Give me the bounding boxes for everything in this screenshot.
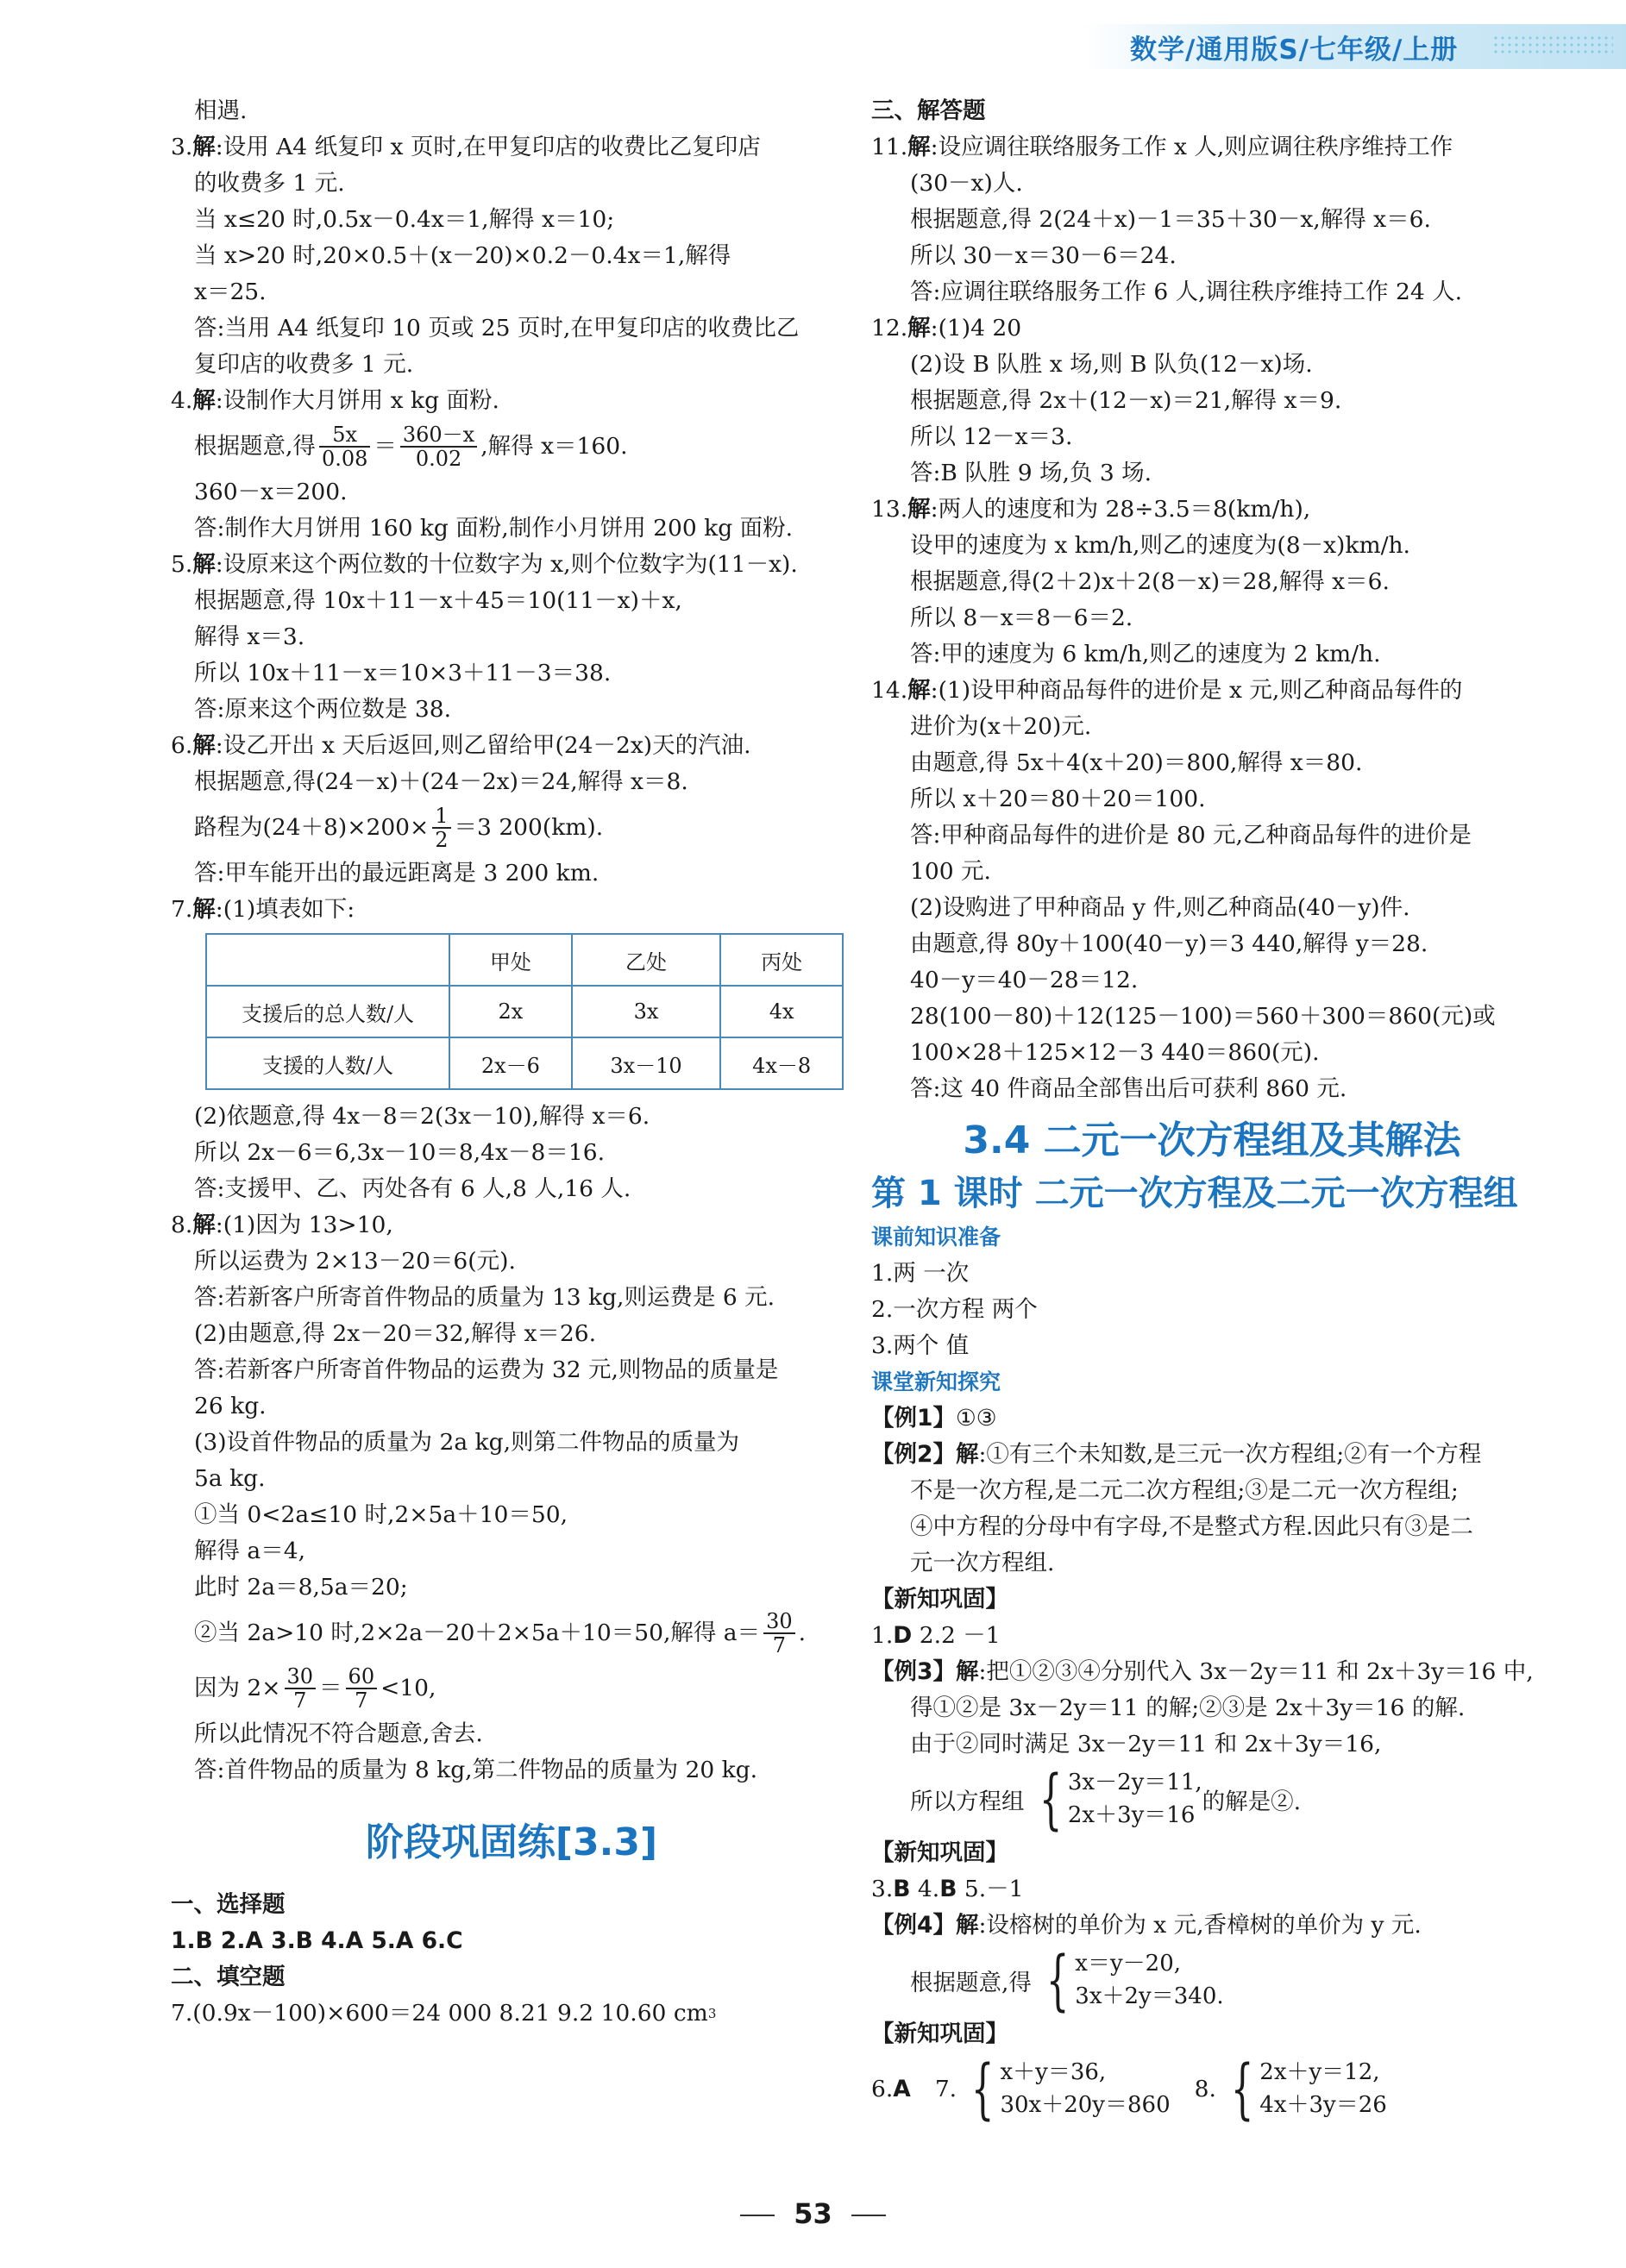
table-row: 支援的人数/人 2x－6 3x－10 4x－8 <box>206 1037 843 1089</box>
lesson-title: 第 1 课时 二元一次方程及二元一次方程组 <box>871 1174 1518 1213</box>
fraction-equation: 根据题意,得 $\frac{5x}{0.08}$ ＝ $\frac{360-x}{0.02}$ ,解得 x＝160. <box>194 423 628 471</box>
section-heading: 三、解答题 <box>871 97 986 124</box>
answer-13: 13.解:两人的速度和为 28÷3.5＝8(km/h), 设甲的速度为 x km/h,则乙的速度为(8－x)km/h. 根据题意,得(2＋2)x＋2(8－x)＝28,解得 x＝6. 所以 8－x＝8－6＝2. 答:甲的速度为 6 km/h,则乙的速度为 2 km/h. <box>871 496 1410 667</box>
text-line: 相遇. <box>194 97 248 124</box>
stage-title: 阶段巩固练[3.3] <box>365 1820 658 1864</box>
left-column <box>171 93 852 2032</box>
example-4: 【例4】解:设榕树的单价为 x 元,香樟树的单价为 y 元. 根据题意,得 { x＝y－20, 3x＋2y＝340. <box>871 1908 1553 2016</box>
fraction-equation: ②当 2a>10 时,2×2a－20＋2×5a＋10＝50,解得 a＝ $\frac{30}{7}$ . <box>194 1609 807 1657</box>
section-title: 3.4 二元一次方程组及其解法 <box>963 1118 1461 1162</box>
example-1: 【例1】①③ <box>871 1405 997 1432</box>
subsection-heading: 课堂新知探究 <box>871 1369 1001 1394</box>
right-column: 三、解答题 11.解:设应调往联络服务工作 x 人,则应调往秩序维持工作 (30－x)人. 根据题意,得 2(24＋x)－1＝35＋30－x,解得 x＝6. 所以 30－x＝30－6＝24. 答:应调往联络服务工作 6 人,调往秩序维持工作 24 人. 12.解:(1)4 20 (2)设 B 队胜 x 场,则 B 队负(12－x)场. 根据题意,得 2x＋(12－x)＝21,解得 x＝9. 所以 12－x＝3. 答:B 队胜 9 场,负 3 场. 13.解:两人的速度和为 28÷3.5＝8(km/h), 设甲的速度为 x km/h,则乙的速度为(8－x)km/h. 根据题意,得(2＋2)x＋2(8－x)＝28,解得 x＝6. 所以 8－x＝8－6＝2. 答:甲的速度为 6 km/h,则乙的速度为 2 km/h. 14.解:(1)设甲种商品每件的进价是 x 元,则乙种商品每件的 进价为(x＋20)元. 由题意,得 5x＋4(x＋20)＝800,解得 x＝80. 所以 x＋20＝80＋20＝100. 答:甲种商品每件的进价是 80 元,乙种商品每件的进价是 100 元. (2)设购进了甲种商品 y 件,则乙种商品(40－y)件. 由题意,得 80y＋100(40－y)＝3 440,解得 y＝28. 40－y＝40－28＝12. 28(100－80)＋12(125－100)＝560＋300＝860(元)或 100×28＋125×12－3 440＝860(元). 答:这 40 件商品全部售出后可获利 860 元. 3.4 二元一次方程组及其解法 第 1 课时 二元一次方程及二元一次方程组 课前知识准备 1.两 一次 2.一次方程 两个 3.两个 值 课堂新知探究 【例1】①③ 【例2】解:①有三个未知数,是三元一次方程组;②有一个方程 不是一次方程,是二元二次方程组;③是二元一次方程组; ④中方程的分母中有字母,不是整式方程.因此只有③是二 元一次方程组. 【新知巩固】 1.D 2.2 －1 【例3】解:把①②③④分别代入 3x－2y＝11 和 2x＋3y＝16 中, 得①②是 3x－2y＝11 的解;②③是 2x＋3y＝16 的解. 由于②同时满足 3x－2y＝11 和 2x＋3y＝16, 所以方程组 { 3x－2y＝11, 2x＋3y＝16 的解是②. 【新知巩固】 3.B 4.B 5.－1 【例4】解:设榕树的单价为 x 元,香樟树的单价为 y 元. 根据题意,得 { x＝y－20, 3x＋2y＝340. 【新知巩固】 6. A 7. { x＋y＝36, 30x＋20y＝860 8. { 2x＋y＝12, 4x＋3y＝26 <box>871 93 1553 2125</box>
table-row: 支援后的总人数/人 2x 3x 4x <box>206 986 843 1037</box>
example-3: 【例3】解:把①②③④分别代入 3x－2y＝11 和 2x＋3y＝16 中, 得①②是 3x－2y＝11 的解;②③是 2x＋3y＝16 的解. 由于②同时满足 3x－2y＝11 和 2x＋3y＝16, 所以方程组 { 3x－2y＝11, 2x＋3y＝16 的解是②. <box>871 1654 1553 1835</box>
fill-answers: 7.(0.9x－100)×600＝24 000 8.21 9.2 10.60 $cm^3$ <box>171 2000 717 2027</box>
header-title: 数学/通用版S/七年级/上册 <box>1130 34 1459 66</box>
consolidation-heading: 【新知巩固】 <box>871 1839 1008 1866</box>
answer-3: 3.解:设用 A4 纸复印 x 页时,在甲复印店的收费比乙复印店 的收费多 1 元. 当 x≤20 时,0.5x－0.4x＝1,解得 x＝10; 当 x>20 时,20×0.5＋(x－20)×0.2－0.4x＝1,解得 x＝25. 答:当用 A4 纸复印 10 页或 25 页时,在甲复印店的收费比乙 复印店的收费多 1 元. <box>171 134 800 378</box>
support-table <box>205 933 844 1090</box>
answer-8: 8.解:(1)因为 13>10, 所以运费为 2×13－20＝6(元). 答:若新客户所寄首件物品的质量为 13 kg,则运费是 6 元. (2)由题意,得 2x－20＝32,解得 x＝26. 答:若新客户所寄首件物品的运费为 32 元,则物品的质量是 26 kg. (3)设首件物品的质量为 2a kg,则第二件物品的质量为 5a kg. ①当 0<2a≤10 时,2×5a＋10＝50, 解得 a＝4, 此时 2a＝8,5a＝20; ②当 2a>10 时,2×2a－20＋2×5a＋10＝50,解得 a＝ $\frac{30}{7}$ . 因为 2× $\frac{30}{7}$ ＝ $\frac{60}{7}$ <10, 所以此情况不符合题意,舍去. 答:首件物品的质量为 8 kg,第二件物品的质量为 20 kg. <box>171 1207 852 1789</box>
page-number: 53 <box>0 2197 1626 2230</box>
equation-system: 根据题意,得 { x＝y－20, 3x＋2y＝340. <box>910 1941 1224 2018</box>
answer-4: 4.解:设制作大月饼用 x kg 面粉. 根据题意,得 $\frac{5x}{0.08}$ ＝ $\frac{360-x}{0.02}$ ,解得 x＝160. 360－x＝200. 答:制作大月饼用 160 kg 面粉,制作小月饼用 200 kg 面粉. <box>171 383 852 547</box>
answer-6: 6.解:设乙开出 x 天后返回,则乙留给甲(24－2x)天的汽油. 根据题意,得(24－x)＋(24－2x)＝24,解得 x＝8. 路程为(24＋8)×200× $\frac{1}{2}$ ＝3 200(km). 答:甲车能开出的最远距离是 3 200 km. <box>171 728 852 892</box>
fraction-equation: 因为 2× $\frac{30}{7}$ ＝ $\frac{60}{7}$ <10, <box>194 1664 436 1713</box>
consolidation-heading: 【新知巩固】 <box>871 2021 1008 2047</box>
section-heading: 一、选择题 <box>171 1891 286 1918</box>
answer-7: 7.解:(1)填表如下: 甲处 乙处 丙处 支援后的总人数/人 2x 3x 4x 支援的人数/人 2x－6 3x－10 4x－8 (2)依题意,得 4x－8＝2(3x－10),解得 x＝6. 所以 2x－6＝6,3x－10＝8,4x－8＝16. 答:支援甲、乙、丙处各有 6 人,8 人,16 人. <box>171 892 852 1207</box>
subsection-heading: 课前知识准备 <box>871 1225 1001 1250</box>
equation-system: 所以方程组 { 3x－2y＝11, 2x＋3y＝16 的解是②. <box>910 1760 1302 1837</box>
page-header <box>0 0 1626 69</box>
header-dot-pattern <box>1492 34 1613 57</box>
fraction-equation: 路程为(24＋8)×200× $\frac{1}{2}$ ＝3 200(km). <box>194 804 604 852</box>
table-header-row: 甲处 乙处 丙处 <box>206 934 843 986</box>
answer-11: 11.解:设应调往联络服务工作 x 人,则应调往秩序维持工作 (30－x)人. 根据题意,得 2(24＋x)－1＝35＋30－x,解得 x＝6. 所以 30－x＝30－6＝24. 答:应调往联络服务工作 6 人,调往秩序维持工作 24 人. <box>871 134 1463 305</box>
answer-12: 12.解:(1)4 20 (2)设 B 队胜 x 场,则 B 队负(12－x)场. 根据题意,得 2x＋(12－x)＝21,解得 x＝9. 所以 12－x＝3. 答:B 队胜 9 场,负 3 场. <box>871 315 1342 486</box>
answer-14: 14.解:(1)设甲种商品每件的进价是 x 元,则乙种商品每件的 进价为(x＋20)元. 由题意,得 5x＋4(x＋20)＝800,解得 x＝80. 所以 x＋20＝80＋20＝100. 答:甲种商品每件的进价是 80 元,乙种商品每件的进价是 100 元. (2)设购进了甲种商品 y 件,则乙种商品(40－y)件. 由题意,得 80y＋100(40－y)＝3 440,解得 y＝28. 40－y＝40－28＝12. 28(100－80)＋12(125－100)＝560＋300＝860(元)或 100×28＋125×12－3 440＝860(元). 答:这 40 件商品全部售出后可获利 860 元. <box>871 677 1496 1102</box>
answers-6-8: 6. A 7. { x＋y＝36, 30x＋20y＝860 8. { 2x＋y＝12, 4x＋3y＝26 <box>871 2050 1387 2127</box>
answer-5: 5.解:设原来这个两位数的十位数字为 x,则个位数字为(11－x). 根据题意,得 10x＋11－x＋45＝10(11－x)＋x, 解得 x＝3. 所以 10x＋11－x＝10×3＋11－3＝38. 答:原来这个两位数是 38. <box>171 551 798 723</box>
choice-answers: 1.B 2.A 3.B 4.A 5.A 6.C <box>171 1927 463 1954</box>
consolidation-heading: 【新知巩固】 <box>871 1586 1008 1613</box>
example-2: 【例2】解:①有三个未知数,是三元一次方程组;②有一个方程 不是一次方程,是二元二次方程组;③是二元一次方程组; ④中方程的分母中有字母,不是整式方程.因此只有③是二 元一次方程组. <box>871 1441 1482 1576</box>
section-heading: 二、填空题 <box>171 1964 286 1990</box>
